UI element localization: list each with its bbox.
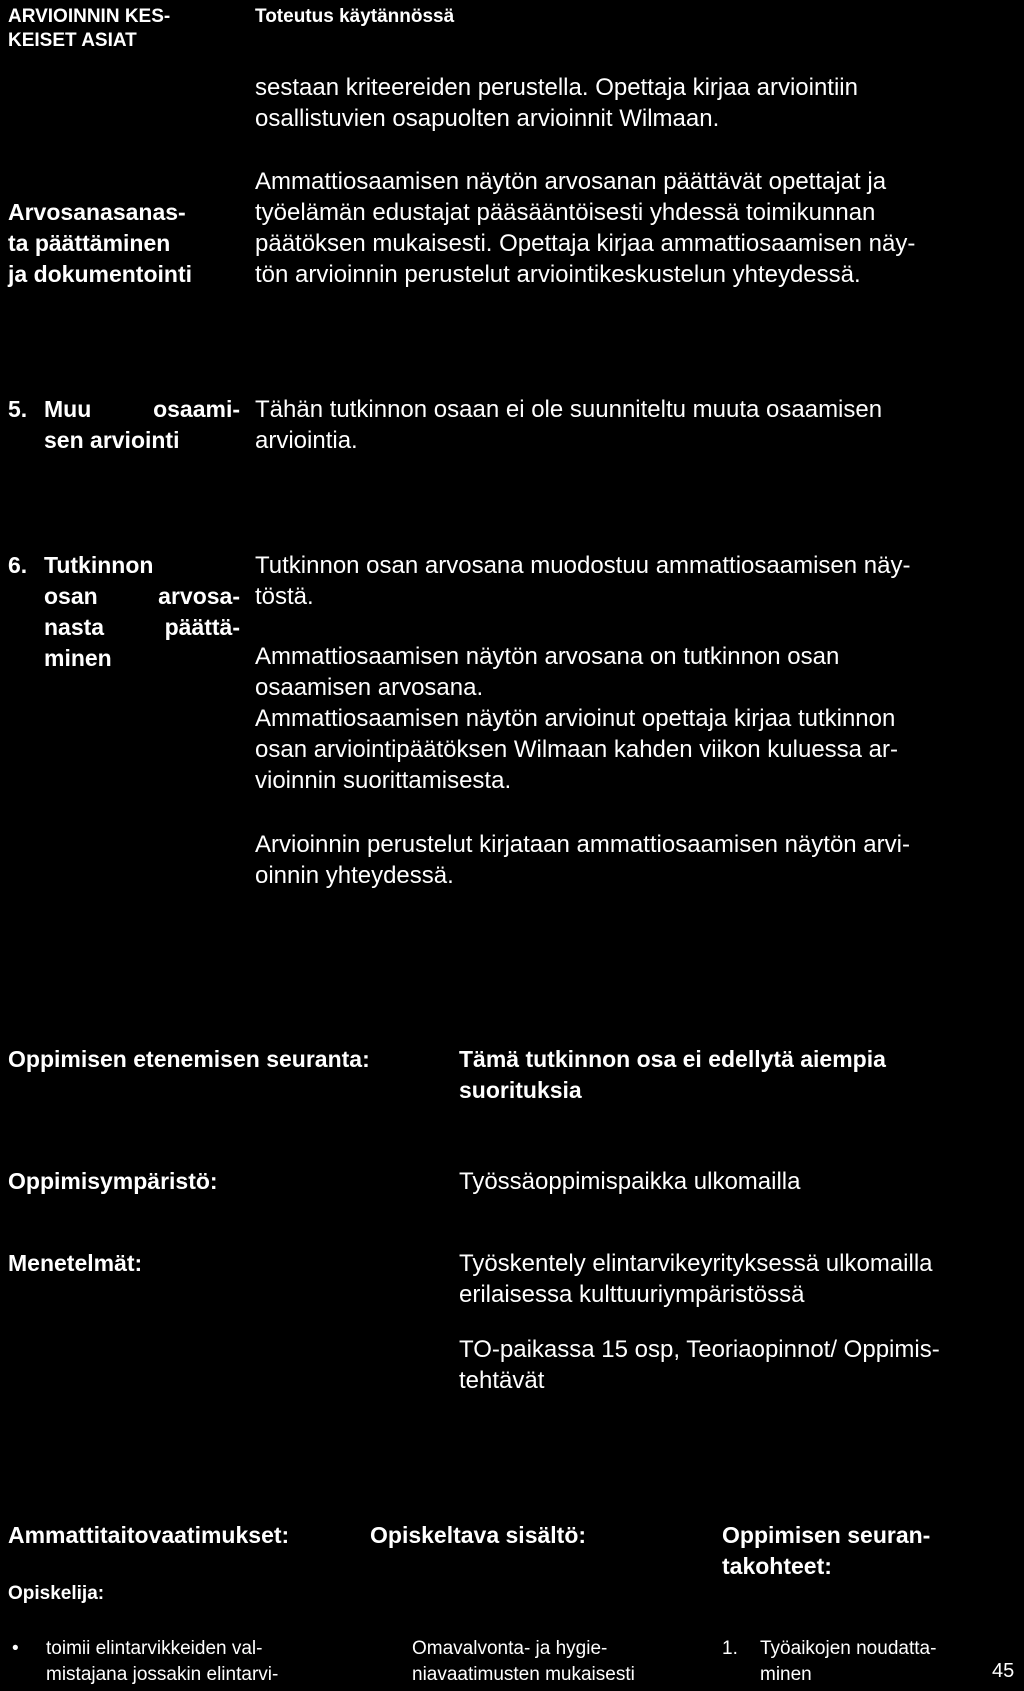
row4-p3: Ammattiosaamisen näytön arvioinut opettaja kirjaa tutkinnon osan arviointipäätöksen Wilmaan kahden viikon kuluessa ar- vioinnin suorittamisesta. [255, 705, 899, 794]
row4-p1: Tutkinnon osan arvosana muodostuu ammattiosaamisen näy- töstä. [255, 552, 911, 610]
table-item2: Omavalvonta- ja hygie- niavaatimusten mukaisesti [412, 1638, 635, 1685]
table-col2-header: Opiskeltava sisältö: [370, 1522, 587, 1548]
row3-label: 5. Muu osaami- sen arviointi [8, 396, 240, 453]
row4-p4: Arvioinnin perustelut kirjataan ammattiosaamisen näytön arvi- oinnin yhteydessä. [255, 831, 910, 889]
table-item1: toimii elintarvikkeiden val- mistajana jossakin elintarvi- [46, 1638, 279, 1685]
row4-number: 6. [8, 552, 28, 578]
menetelmat-value2: TO-paikassa 15 osp, Teoriaopinnot/ Oppimis- tehtävät [459, 1336, 940, 1394]
row4-label: 6. Tutkinnon osan arvosa- nasta päättä- minen [8, 552, 240, 671]
bullet-icon: • [12, 1638, 19, 1659]
seuranta-label: Oppimisen etenemisen seuranta: [8, 1046, 370, 1072]
table-subheader: Opiskelija: [8, 1583, 105, 1604]
page-number: 45 [992, 1660, 1015, 1682]
ymparisto-value: Työssäoppimispaikka ulkomailla [459, 1168, 801, 1195]
row2-text: Ammattiosaamisen näytön arvosanan päättävät opettajat ja työelämän edustajat pääsääntöisesti yhdessä toimikunnan päätöksen mukaisesti. Opettaja kirjaa ammattiosaamisen näy- tön arvioinnin perustelut arviointikeskustelun yhteydessä. [255, 168, 916, 288]
row4-p2: Ammattiosaamisen näytön arvosana on tutkinnon osan osaamisen arvosana. [255, 643, 840, 701]
row4-text [255, 550, 1015, 891]
row3-number: 5. [8, 396, 28, 422]
header-col2: Toteutus käytännössä [255, 6, 455, 27]
menetelmat-label: Menetelmät: [8, 1250, 143, 1276]
row3-text: Tähän tutkinnon osaan ei ole suunniteltu muuta osaamisen arviointia. [255, 396, 883, 454]
table-col3-header: Oppimisen seuran- takohteet: [722, 1522, 931, 1579]
seuranta-value: Tämä tutkinnon osa ei edellytä aiempia suorituksia [459, 1046, 886, 1103]
header-col1: ARVIOINNIN KES- KEISET ASIAT [8, 6, 171, 51]
ymparisto-label: Oppimisympäristö: [8, 1168, 218, 1194]
table-item3: Työaikojen noudatta- minen [760, 1638, 937, 1685]
table-col1-header: Ammattitaitovaatimukset: [8, 1522, 290, 1548]
row2-label: Arvosanasanas- ta päättäminen ja dokumentointi [8, 199, 192, 287]
row1-text: sestaan kriteereiden perustella. Opettaja kirjaa arviointiin osallistuvien osapuolten arvioinnit Wilmaan. [255, 74, 858, 132]
table-item3-number: 1. [722, 1638, 738, 1659]
menetelmat-value1: Työskentely elintarvikeyrityksessä ulkomailla erilaisessa kulttuuriympäristössä [459, 1250, 933, 1308]
